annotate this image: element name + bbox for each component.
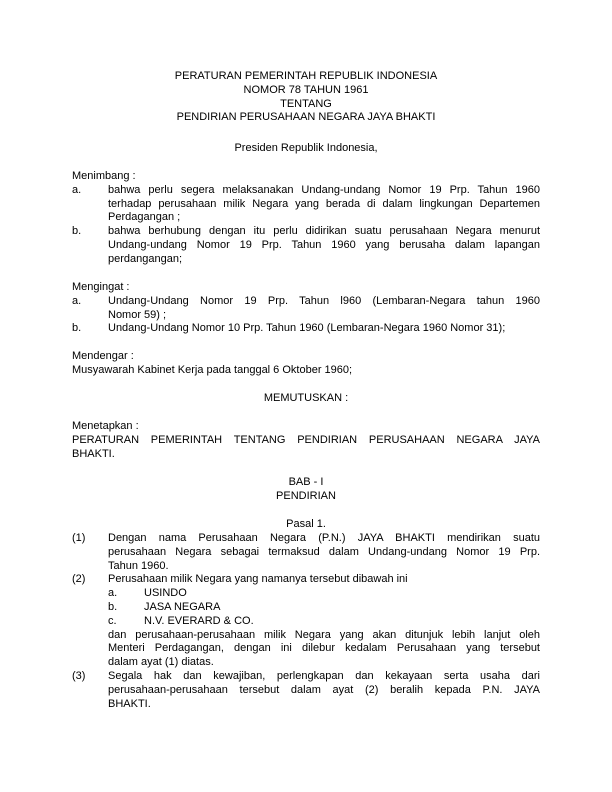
item-line: Perdagangan ; [108, 211, 181, 224]
clause-label: (2) [72, 573, 86, 586]
item-line: Undang-Undang Nomor 19 Prp. Tahun l960 (Lembaran-Negara tahun 1960 [108, 294, 540, 307]
mengingat-section [72, 281, 540, 336]
title-line: TENTANG [280, 97, 332, 110]
clause-line: Tahun 1960. [108, 559, 169, 572]
item-label: a. [72, 294, 82, 307]
section-line: PERATURAN PEMERINTAH TENTANG PENDIRIAN PERUSAHAAN NEGARA JAYA [72, 433, 540, 446]
company-name: N.V. EVERARD & CO. [144, 614, 254, 627]
item-line: Nomor 59) ; [108, 308, 167, 321]
section-heading: Mendengar : [72, 350, 134, 362]
item-line: bahwa perlu segera melaksanakan Undang-undang Nomor 19 Prp. Tahun 1960 [108, 183, 540, 196]
clause-line: Dengan nama Perusahaan Negara (P.N.) JAYA BHAKTI mendirikan suatu [108, 532, 540, 544]
chapter-number: BAB - I [288, 476, 324, 488]
item-line: terhadap perusahaan milik Negara yang berada di dalam lingkungan Departemen [108, 197, 540, 210]
section-line: BHAKTI. [72, 447, 115, 460]
article-body [72, 532, 540, 711]
clause-label: (3) [72, 669, 86, 682]
item-label: b. [72, 225, 82, 238]
section-heading: Menimbang : [72, 170, 136, 182]
clause-line: Perusahaan milik Negara yang namanya tersebut dibawah ini [108, 573, 408, 586]
item-line: Undang-Undang Nomor 10 Prp. Tahun 1960 (Lembaran-Negara 1960 Nomor 31); [108, 322, 506, 335]
section-heading: Menetapkan : [72, 420, 139, 432]
company-label: a. [108, 587, 118, 600]
article-heading: Pasal 1. [286, 518, 326, 530]
menimbang-section [72, 170, 540, 267]
clause-line: dan perusahaan-perusahaan milik Negara yang akan ditunjuk lebih lanjut oleh [108, 628, 540, 641]
chapter-heading [72, 476, 540, 504]
clause-line: BHAKTI. [108, 697, 151, 710]
company-label: c. [108, 614, 117, 627]
chapter-title: PENDIRIAN [276, 489, 336, 502]
menetapkan-section [72, 420, 540, 461]
clause-line: Segala hak dan kewajiban, perlengkapan dan kekayaan serta usaha dari [108, 669, 540, 682]
clause-line: dalam ayat (1) diatas. [108, 656, 214, 669]
company-label: b. [108, 600, 118, 613]
item-line: perdangangan; [108, 252, 183, 265]
section-heading: Mengingat : [72, 281, 130, 293]
memutuskan-heading: MEMUTUSKAN : [263, 392, 349, 404]
title-line: PERATURAN PEMERINTAH REPUBLIK INDONESIA [174, 70, 438, 82]
section-text: Musyawarah Kabinet Kerja pada tanggal 6 Oktober 1960; [72, 363, 353, 376]
clause-line: perusahaan Negara sebagai termaksud dalam Undang-undang Nomor 19 Prp. [108, 545, 540, 558]
president-line: Presiden Republik Indonesia, [234, 142, 378, 154]
item-line: bahwa berhubung dengan itu perlu didirikan suatu perusahaan Negara menurut [108, 225, 540, 238]
title-line: PENDIRIAN PERUSAHAAN NEGARA JAYA BHAKTI [176, 111, 436, 124]
title-line: NOMOR 78 TAHUN 1961 [243, 83, 369, 96]
item-label: b. [72, 322, 82, 335]
mendengar-section [72, 350, 540, 378]
clause-label: (1) [72, 532, 86, 544]
clause-line: perusahaan-perusahaan tersebut dalam ayat (2) beralih kepada P.N. JAYA [108, 683, 540, 696]
company-name: JASA NEGARA [144, 600, 221, 613]
clause-line: Menteri Perdagangan, dengan ini dilebur kedalam Perusahaan yang tersebut [108, 642, 540, 655]
item-label: a. [72, 183, 82, 196]
item-line: Undang-undang Nomor 19 Prp. Tahun 1960 yang berusaha dalam lapangan [108, 238, 540, 251]
company-name: USINDO [144, 587, 187, 600]
document-title [72, 70, 540, 125]
